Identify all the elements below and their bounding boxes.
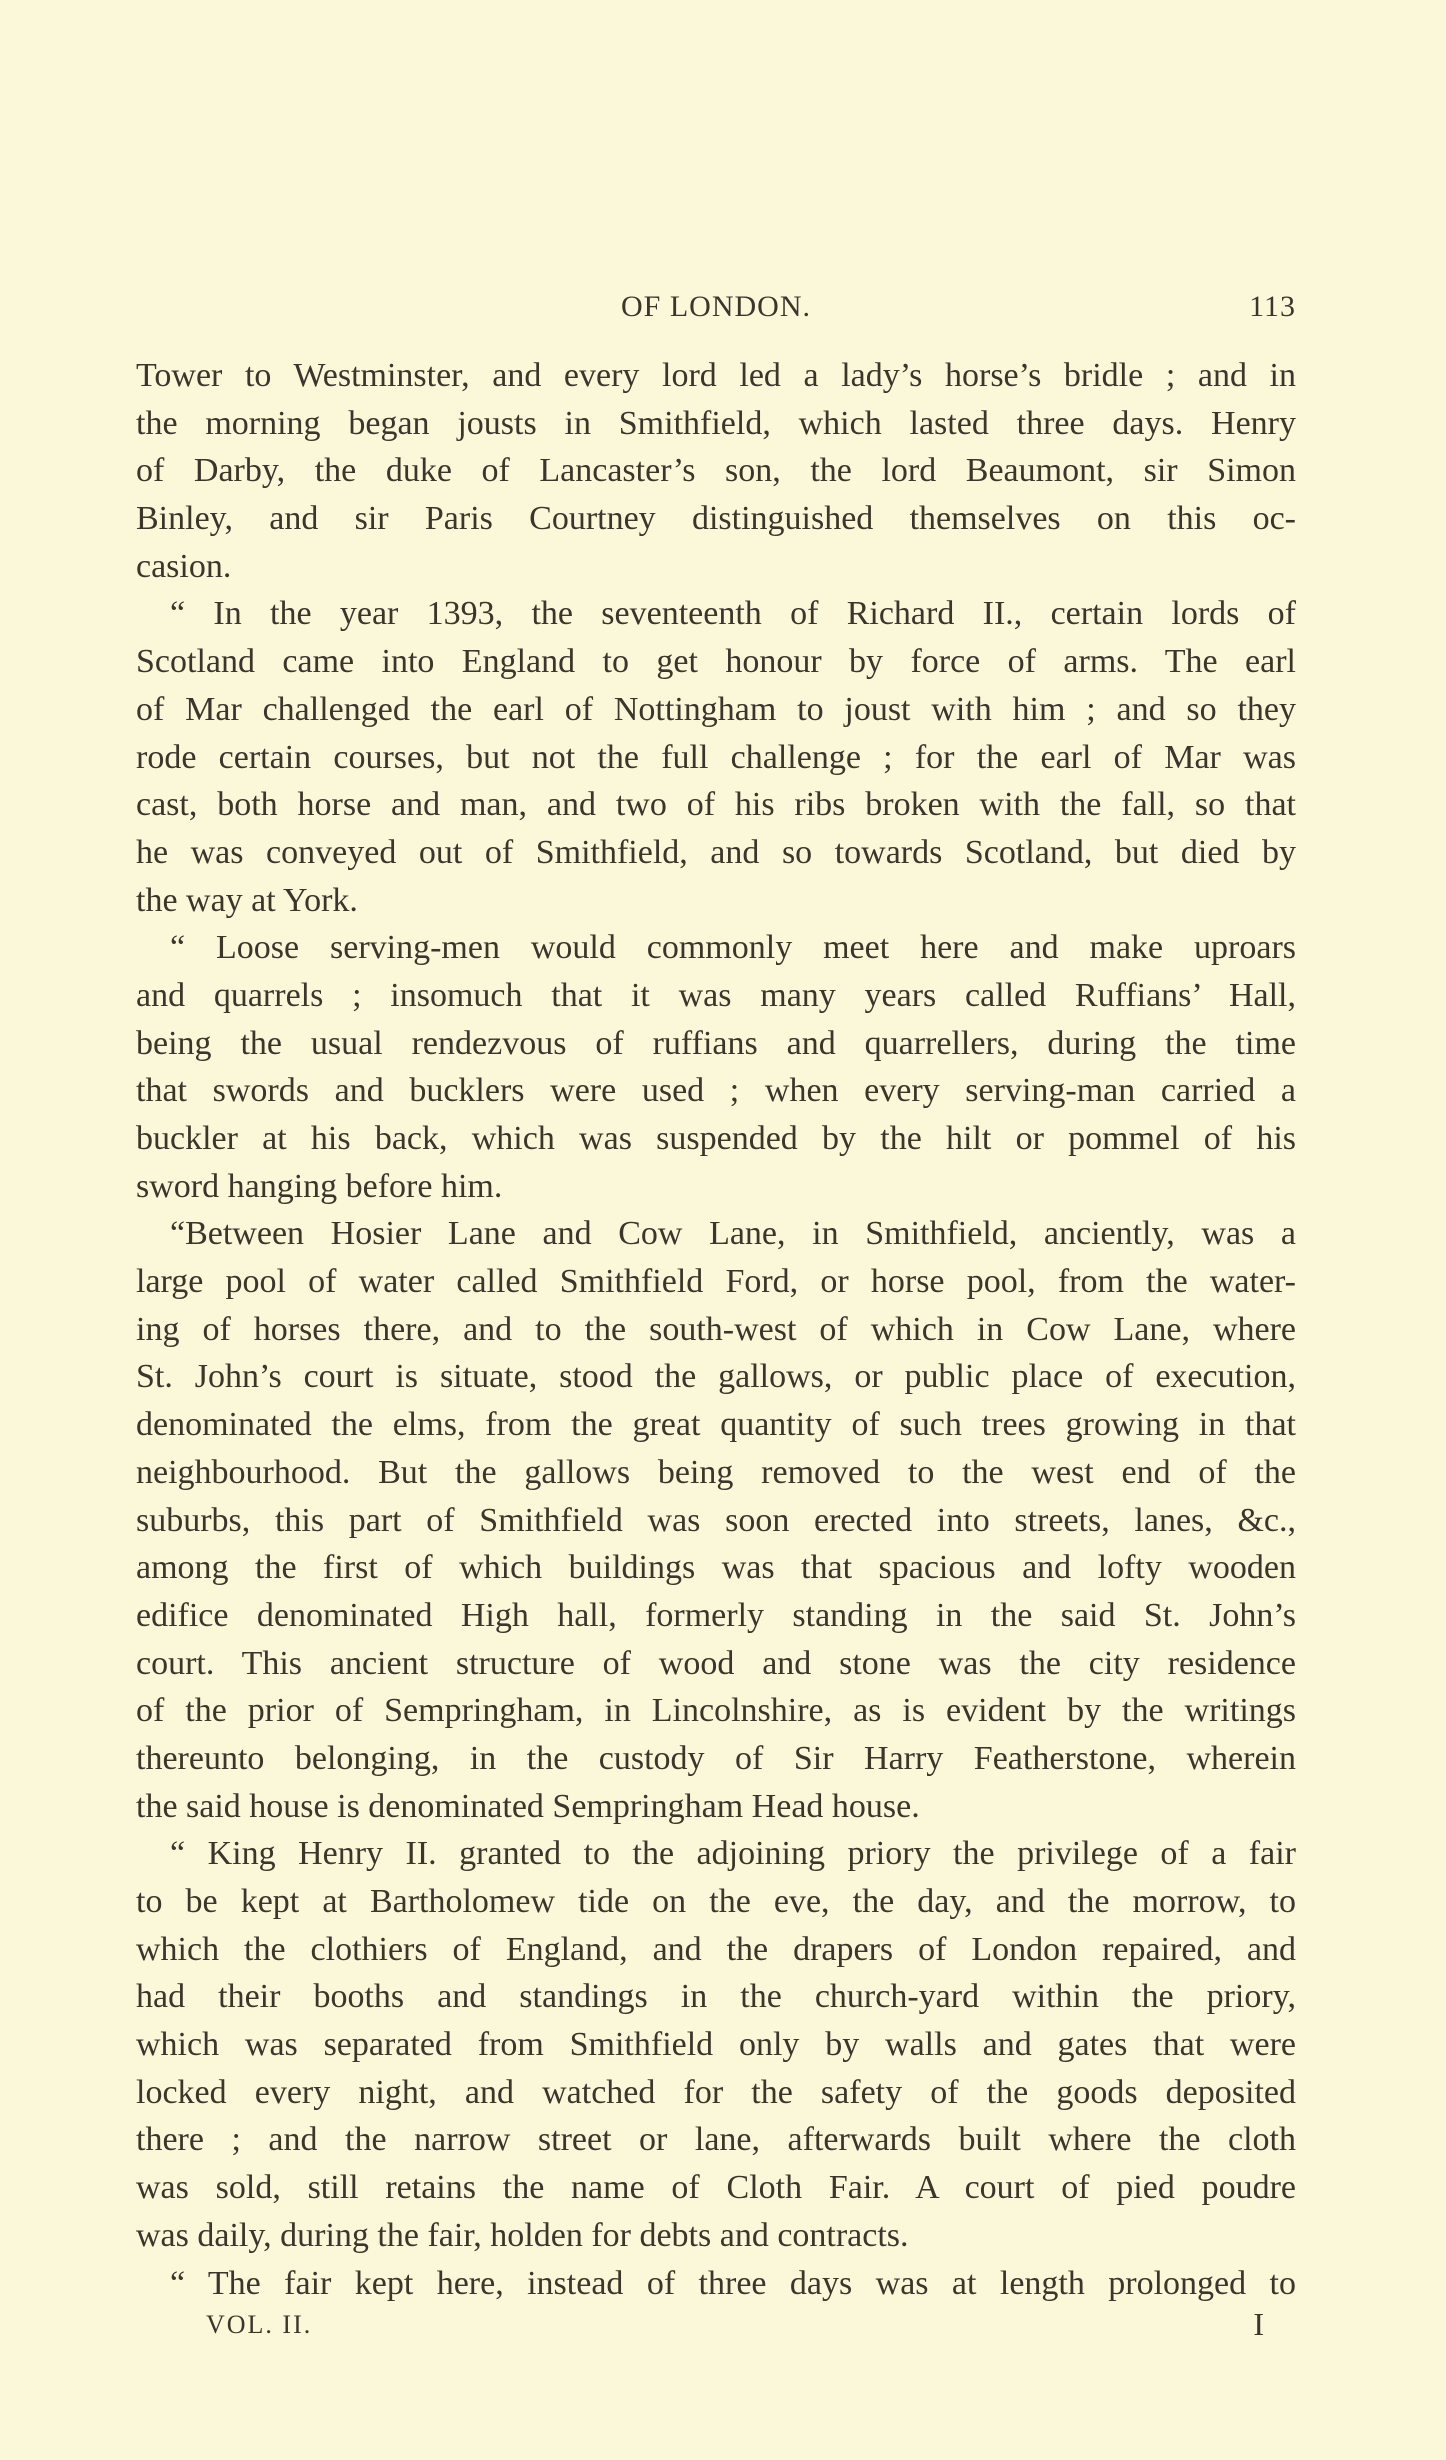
text-line: ing of horses there, and to the south-west of which in Cow Lane, where <box>136 1310 1296 1348</box>
text-line: sword hanging before him. <box>136 1167 503 1205</box>
page-header <box>136 290 1296 330</box>
text-line: he was conveyed out of Smithfield, and so towards Scotland, but died by <box>136 833 1296 871</box>
text-line: being the usual rendezvous of ruffians and quarrellers, during the time <box>136 1024 1296 1062</box>
text-line: was daily, during the fair, holden for debts and contracts. <box>136 2216 909 2254</box>
text-line: of Mar challenged the earl of Nottingham to joust with him ; and so they <box>136 690 1296 728</box>
text-line: was sold, still retains the name of Cloth Fair. A court of pied poudre <box>136 2169 1296 2207</box>
text-line: cast, both horse and man, and two of his ribs broken with the fall, so that <box>136 786 1296 824</box>
text-line: court. This ancient structure of wood and stone was the city residence <box>136 1644 1296 1682</box>
signature-mark: I <box>1253 2306 1266 2342</box>
text-line: buckler at his back, which was suspended by the hilt or pommel of his <box>136 1120 1296 1157</box>
paragraph <box>136 2260 1296 2308</box>
text-line: Scotland came into England to get honour by force of arms. The earl <box>136 643 1296 681</box>
text-line: to be kept at Bartholomew tide on the eve, the day, and the morrow, to <box>136 1883 1296 1920</box>
text-line: casion. <box>136 547 232 585</box>
text-line: which was separated from Smithfield only by walls and gates that were <box>136 2026 1296 2064</box>
page-number: 113 <box>1249 290 1296 323</box>
text-line: the said house is denominated Sempringham Head house. <box>136 1787 920 1825</box>
body-text <box>136 352 1296 2307</box>
text-line: “ The fair kept here, instead of three days was at length prolonged to <box>170 2264 1296 2302</box>
text-line: “ In the year 1393, the seventeenth of Richard II., certain lords of <box>170 595 1296 633</box>
text-line: St. John’s court is situate, stood the gallows, or public place of execution, <box>136 1358 1296 1396</box>
text-line: that swords and bucklers were used ; when every serving-man carried a <box>136 1072 1296 1110</box>
text-line: the morning began jousts in Smithfield, which lasted three days. Henry <box>136 404 1296 442</box>
volume-label: VOL. II. <box>206 2310 313 2339</box>
text-line: large pool of water called Smithfield Ford, or horse pool, from the water- <box>136 1263 1296 1301</box>
paragraph <box>136 924 1296 1210</box>
text-line: “ Loose serving-men would commonly meet here and make uproars <box>170 929 1296 967</box>
text-line: thereunto belonging, in the custody of Sir Harry Featherstone, wherein <box>136 1739 1296 1777</box>
text-line: neighbourhood. But the gallows being removed to the west end of the <box>136 1453 1296 1491</box>
text-line: locked every night, and watched for the safety of the goods deposited <box>136 2073 1296 2111</box>
text-line: edifice denominated High hall, formerly standing in the said St. John’s <box>136 1596 1296 1634</box>
paragraph <box>136 1830 1296 2259</box>
text-line: denominated the elms, from the great quantity of such trees growing in that <box>136 1406 1296 1444</box>
text-line: rode certain courses, but not the full challenge ; for the earl of Mar was <box>136 738 1296 776</box>
text-line: “Between Hosier Lane and Cow Lane, in Smithfield, anciently, was a <box>170 1215 1296 1253</box>
text-line: Binley, and sir Paris Courtney distinguished themselves on this oc- <box>136 500 1296 538</box>
text-line: “ King Henry II. granted to the adjoining priory the privilege of a fair <box>170 1835 1296 1873</box>
text-line: of the prior of Sempringham, in Lincolnshire, as is evident by the writings <box>136 1692 1296 1730</box>
text-line: suburbs, this part of Smithfield was soon erected into streets, lanes, &c., <box>136 1501 1296 1539</box>
text-line: which the clothiers of England, and the drapers of London repaired, and <box>136 1930 1296 1968</box>
paragraph <box>136 590 1296 924</box>
running-title: OF LONDON. <box>621 290 811 323</box>
text-line: had their booths and standings in the church-yard within the priory, <box>136 1978 1296 2016</box>
text-line: of Darby, the duke of Lancaster’s son, the lord Beaumont, sir Simon <box>136 452 1296 490</box>
text-line: there ; and the narrow street or lane, afterwards built where the cloth <box>136 2121 1296 2159</box>
paragraph <box>136 1210 1296 1830</box>
text-line: Tower to Westminster, and every lord led a lady’s horse’s bridle ; and in <box>136 357 1296 394</box>
paragraph <box>136 352 1296 590</box>
text-line: and quarrels ; insomuch that it was many years called Ruffians’ Hall, <box>136 976 1296 1014</box>
text-line: the way at York. <box>136 881 358 919</box>
text-line: among the first of which buildings was that spacious and lofty wooden <box>136 1549 1296 1587</box>
